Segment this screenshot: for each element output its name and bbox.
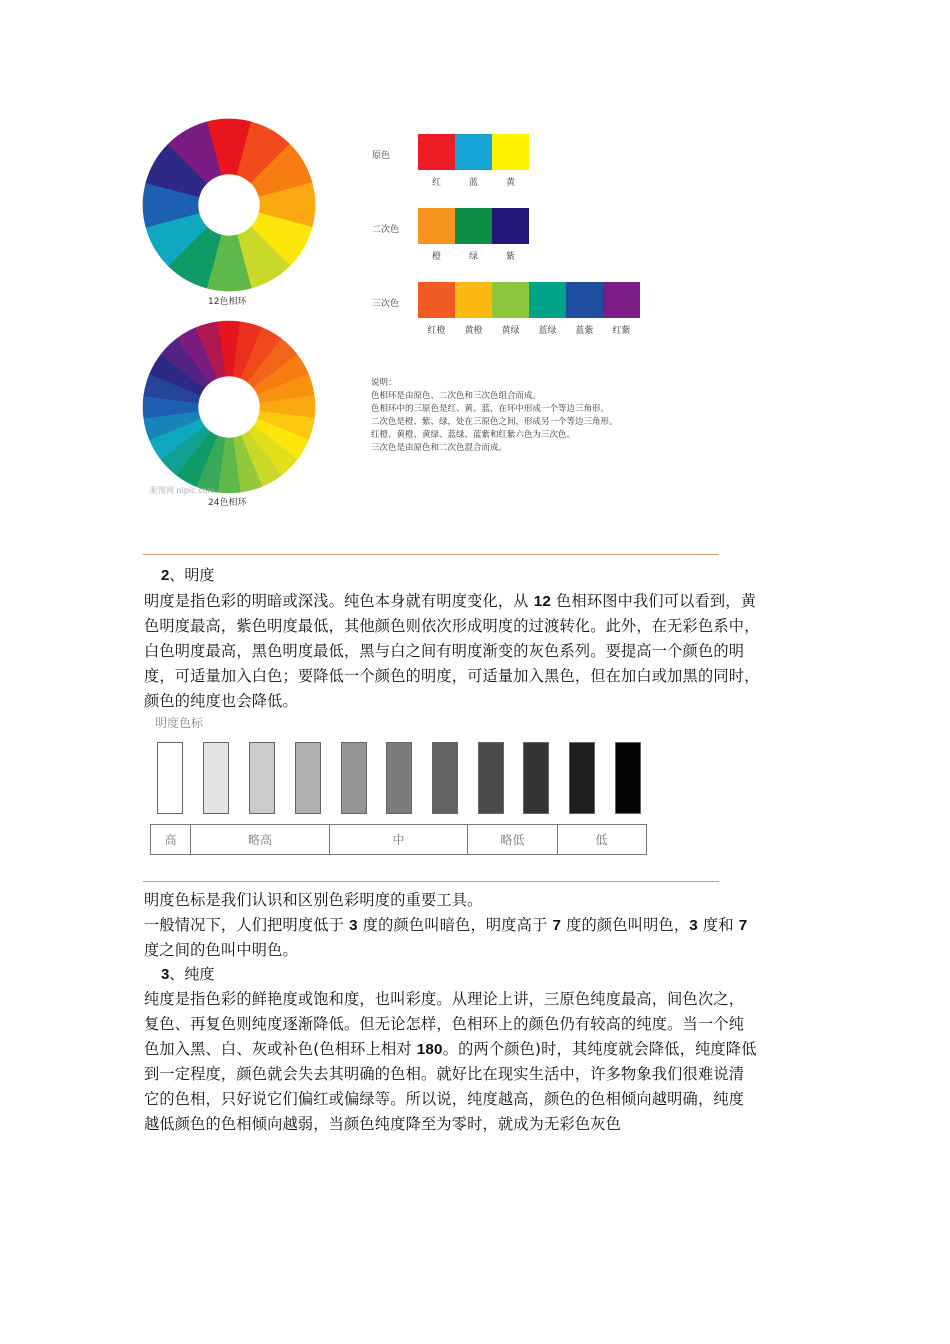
color-wheel-note <box>371 377 618 455</box>
color-swatch <box>529 282 566 318</box>
paragraph-line: 色加入黑、白、灰或补色(色相环上相对 180。的两个颜色)时，其纯度就会降低，纯度降低 <box>144 1040 757 1058</box>
brightness-bar <box>478 742 504 814</box>
color-swatch-label: 红紫 <box>612 326 631 336</box>
color-swatch-label: 红橙 <box>427 326 446 336</box>
color-swatch <box>455 282 492 318</box>
color-row-label: 三次色 <box>372 299 400 309</box>
color-wheel-24 <box>142 320 316 494</box>
note-line: 三次色是由原色和二次色混合而成。 <box>371 443 508 453</box>
color-swatch-label: 蓝紫 <box>575 326 594 336</box>
paragraph-line: 色明度最高，紫色明度最低，其他颜色则依次形成明度的过渡转化。此外，在无彩色系中， <box>144 617 760 635</box>
color-swatch-label: 黄橙 <box>464 326 483 336</box>
color-swatch-label: 红 <box>431 178 441 188</box>
brightness-bar <box>432 742 458 814</box>
level-cell: 高 <box>151 825 191 854</box>
brightness-level-scale <box>150 824 647 855</box>
section3-paragraph <box>144 987 757 1137</box>
brightness-bar <box>157 742 183 814</box>
brightness-bar <box>523 742 549 814</box>
paragraph-line: 越低颜色的色相倾向越弱，当颜色纯度降至为零时，就成为无彩色灰色 <box>144 1115 622 1133</box>
brightness-bar <box>341 742 367 814</box>
divider <box>143 881 719 882</box>
paragraph-line: 颜色的纯度也会降低。 <box>144 692 298 710</box>
note-line: 说明： <box>371 378 397 388</box>
paragraph-line: 明度色标是我们认识和区别色彩明度的重要工具。 <box>144 891 483 909</box>
note-line: 二次色是橙、紫、绿，处在三原色之间，形成另一个等边三角形。 <box>371 417 618 427</box>
color-swatch <box>492 208 529 244</box>
color-swatch <box>418 282 455 318</box>
level-cell: 略低 <box>468 825 558 854</box>
section2-title: 、明度 <box>169 566 215 584</box>
color-swatch-label: 蓝 <box>468 178 478 188</box>
paragraph-line: 度之间的色叫中明色。 <box>144 941 298 959</box>
color-swatch <box>566 282 603 318</box>
paragraph-line: 纯度是指色彩的鲜艳度或饱和度，也叫彩度。从理论上讲，三原色纯度最高，间色次之， <box>144 990 745 1008</box>
note-line: 红橙、黄橙、黄绿、蓝绿、蓝紫和红紫六色为三次色。 <box>371 430 576 440</box>
color-swatch <box>455 208 492 244</box>
brightness-bar <box>295 742 321 814</box>
paragraph-line: 明度是指色彩的明暗或深浅。纯色本身就有明度变化，从 12 色相环图中我们可以看到，黄 <box>144 592 757 610</box>
section3-number: 3 <box>161 966 170 983</box>
color-row-label: 原色 <box>372 151 391 161</box>
note-line: 色相环是由原色、二次色和三次色组合而成。 <box>371 391 542 401</box>
section2-heading <box>161 564 214 585</box>
section3-heading <box>161 963 214 984</box>
level-cell: 低 <box>595 833 608 847</box>
section2-paragraph <box>144 589 760 714</box>
color-swatch-label: 紫 <box>505 252 515 262</box>
brightness-bar <box>386 742 412 814</box>
color-swatch <box>492 282 529 318</box>
section2-number: 2 <box>161 567 170 584</box>
brightness-bar <box>615 742 641 814</box>
level-cell: 略高 <box>191 825 330 854</box>
color-swatch <box>418 134 455 170</box>
paragraph-line: 它的色相，只好说它们偏红或偏绿等。所以说，纯度越高，颜色的色相倾向越明确，纯度 <box>144 1090 745 1108</box>
color-swatch-label: 橙 <box>431 252 441 262</box>
wheel24-caption: 24色相环 <box>208 498 247 508</box>
divider <box>143 554 719 555</box>
color-swatch-label: 绿 <box>468 252 478 262</box>
color-wheel-12 <box>142 118 316 292</box>
color-swatch <box>418 208 455 244</box>
brightness-caption <box>144 888 747 963</box>
color-swatch <box>455 134 492 170</box>
brightness-scale-title: 明度色标 <box>155 716 204 730</box>
color-swatch-label: 黄 <box>505 178 515 188</box>
paragraph-line: 白色明度最高，黑色明度最低，黑与白之间有明度渐变的灰色系列。要提高一个颜色的明 <box>144 642 745 660</box>
paragraph-line: 复色、再复色则纯度逐渐降低。但无论怎样，色相环上的颜色仍有较高的纯度。当一个纯 <box>144 1015 745 1033</box>
section3-title: 、纯度 <box>169 965 215 983</box>
brightness-bar <box>569 742 595 814</box>
brightness-bar <box>249 742 275 814</box>
color-swatch <box>492 134 529 170</box>
level-cell: 中 <box>330 825 468 854</box>
paragraph-line: 一般情况下，人们把明度低于 3 度的颜色叫暗色，明度高于 7 度的颜色叫明色，3 度和 7 <box>144 916 748 934</box>
note-line: 色相环中的三原色是红、黄、蓝，在环中形成一个等边三角形。 <box>371 404 610 414</box>
paragraph-line: 度，可适量加入白色；要降低一个颜色的明度，可适量加入黑色，但在加白或加黑的同时， <box>144 667 760 685</box>
color-swatch-label: 黄绿 <box>501 326 520 336</box>
brightness-bar <box>203 742 229 814</box>
color-swatch-label: 蓝绿 <box>538 326 557 336</box>
color-swatch <box>603 282 640 318</box>
color-row-label: 二次色 <box>372 225 400 235</box>
watermark: 昵图网 nipic.com <box>150 486 216 495</box>
paragraph-line: 到一定程度，颜色就会失去其明确的色相。就好比在现实生活中，许多物象我们很难说清 <box>144 1065 745 1083</box>
wheel12-caption: 12色相环 <box>208 297 247 307</box>
